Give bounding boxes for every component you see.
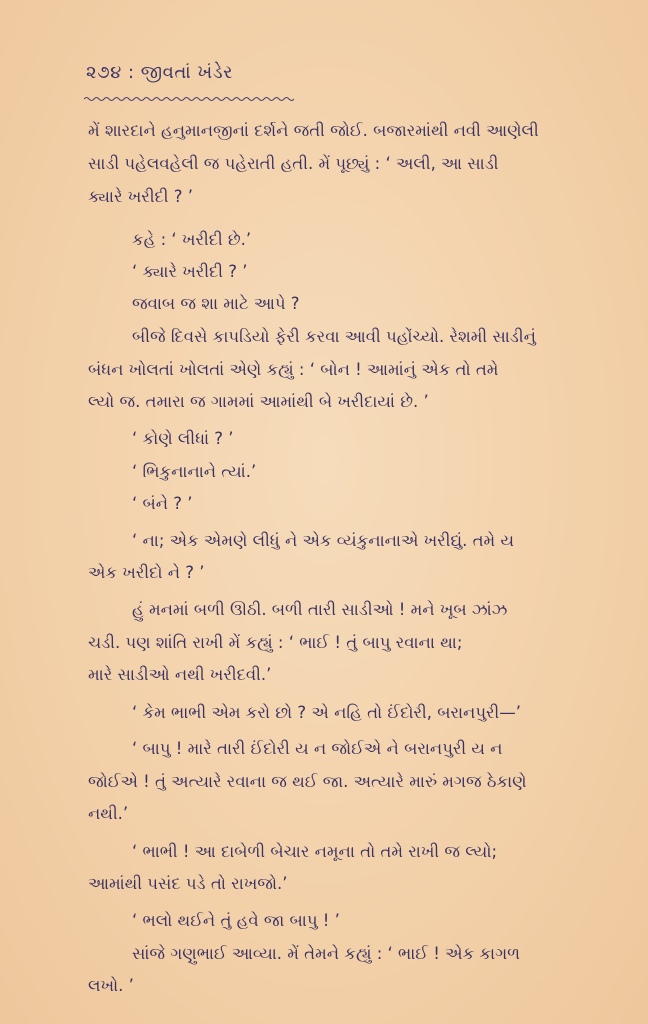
text-line: સાડી પહેલવહેલી જ પહેરાતી હતી. મેં પૂછ્યું : ‘ અલી, આ સાડી <box>88 154 499 173</box>
header-separator: : <box>127 62 135 83</box>
text-line: ‘ કેમ ભાભી એમ કરો છો ? એ નહિ તો ઈંદોરી, બરાનપુરી—’ <box>132 703 522 722</box>
running-header <box>86 62 233 83</box>
text-line: મેં શારદાને હનુમાનજીનાં દર્શને જતી જોઈ. બજારમાંથી નવી આણેલી <box>88 121 539 140</box>
text-line: જોઈએ ! તું અત્યારે રવાના જ થઈ જા. અત્યારે મારું મગજ ઠેકાણે <box>88 772 527 791</box>
text-line: બીજે દિવસે કાપડિયો ફેરી કરવા આવી પહોંચ્યો. રેશમી સાડીનું <box>132 327 536 346</box>
page-number: ૨૭૪ <box>86 62 122 83</box>
text-line: ચડી. પણ શાંતિ રાખી મેં કહ્યું : ‘ ભાઈ ! તું બાપુ રવાના થા; <box>88 633 463 652</box>
text-line: ‘ ભાભી ! આ દાબેળી બેચાર નમૂના તો તમે રાખી જ લ્યો; <box>132 842 498 861</box>
text-line: લખો. ’ <box>88 976 134 995</box>
chapter-title: જીવતાં ખંડેર <box>140 62 233 83</box>
text-line: જવાબ જ શા માટે આપે ? <box>132 294 300 313</box>
text-line: આમાંથી પસંદ પડે તો રાખજો.’ <box>88 874 288 893</box>
text-line: ‘ બંને ? ’ <box>132 494 193 513</box>
text-line: ‘ કોણે લીધાં ? ’ <box>132 429 234 448</box>
text-line: બંધન ખોલતાં ખોલતાં એણે કહ્યું : ‘ બોન ! આમાંનું એક તો તમે <box>88 360 499 379</box>
text-line: ‘ બાપુ ! મારે તારી ઈંદોરી ય ન જોઈએ ને બરાનપુરી ય ન <box>132 739 503 758</box>
header-wavy-rule <box>84 96 294 102</box>
text-line: હું મનમાં બળી ઊઠી. બળી તારી સાડીઓ ! મને ખૂબ ઝાંઝ <box>132 600 508 619</box>
text-line: ‘ ભલો થઈને તું હવે જા બાપુ ! ’ <box>132 911 340 930</box>
text-line: નથી.’ <box>88 804 129 823</box>
text-line: ક્યારે ખરીદી ? ’ <box>88 187 193 206</box>
text-line: એક ખરીદો ને ? ’ <box>88 563 205 582</box>
text-line: ‘ ના; એક એમણે લીધું ને એક વ્યંકુનાનાએ ખરીદ્યું. તમે ય <box>132 531 514 550</box>
text-line: ‘ ભિકુનાનાને ત્યાં.’ <box>132 462 257 481</box>
text-line: મારે સાડીઓ નથી ખરીદવી.’ <box>88 665 272 684</box>
text-line: કહે : ‘ ખરીદી છે.’ <box>132 230 252 249</box>
text-line: સાંજે ગણુભાઈ આવ્યા. મેં તેમને કહ્યું : ‘ ભાઈ ! એક કાગળ <box>132 944 521 963</box>
text-line: ‘ ક્યારે ખરીદી ? ’ <box>132 262 248 281</box>
text-line: લ્યો જ. તમારા જ ગામમાં આમાંથી બે ખરીદાયાં છે. ’ <box>88 392 429 411</box>
